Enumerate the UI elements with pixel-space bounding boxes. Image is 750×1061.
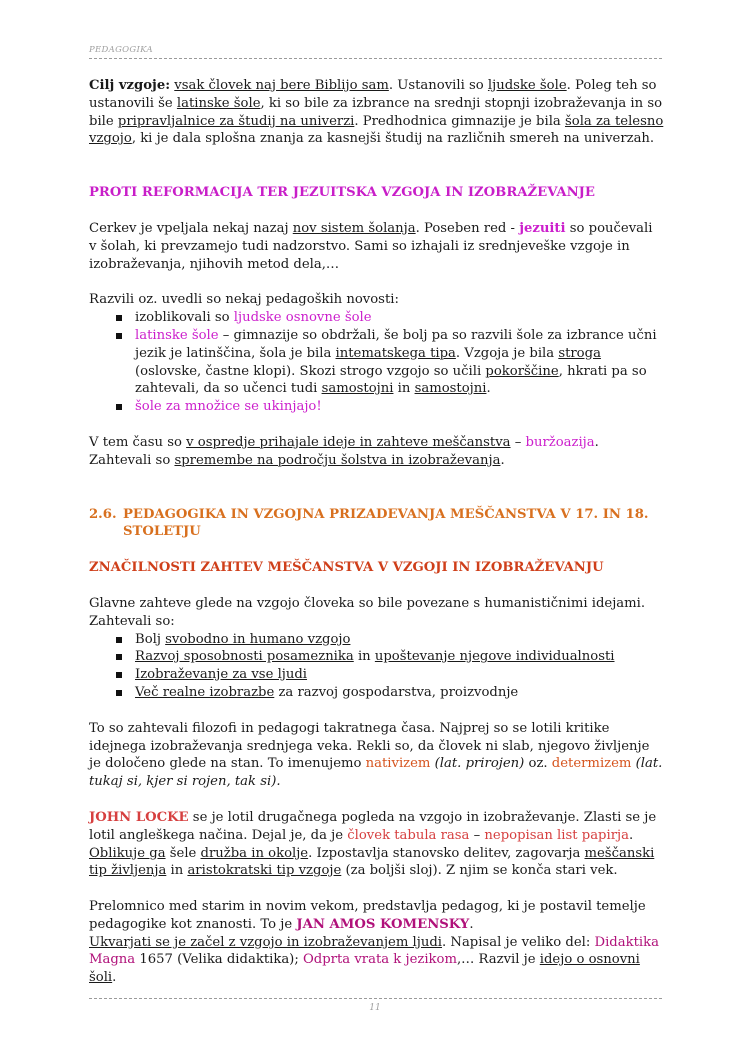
paragraph-novelties: Razvili oz. uvedli so nekaj pedagoških novosti: (89, 292, 399, 308)
list-demands (89, 631, 664, 702)
paragraph-locke: JOHN LOCKE se je lotil drugačnega pogleda na vzgojo in izobraževanje. Zlasti se je lotil angleškega načina. Dejal je, da je človek tabula rasa – nepopisan list papirja. Oblikuje ga šele družba in okolje. Izpostavlja stanovsko delitev, zagovarja meščanski tip življenja in aristokratski tip vzgoje (za boljši sloj). Z njim se konča stari vek. (89, 809, 657, 879)
header-rule (89, 58, 662, 59)
list-item: Razvoj sposobnosti posameznika in upoštevanje njegove individualnosti (89, 648, 664, 666)
list-item: šole za množice se ukinjajo! (89, 398, 664, 416)
paragraph-church: Cerkev je vpeljala nekaj nazaj nov sistem šolanja. Poseben red - jezuiti so poučevali v šolah, ki prevzamejo tudi nadzorstvo. Sami so izhajali iz srednjeveške vzgoje in izobraževanja, njihovih metod dela,… (89, 220, 653, 272)
section-number: 2.6. (89, 506, 117, 522)
list-item: Bolj svobodno in humano vzgojo (89, 631, 664, 649)
paragraph-demands: Glavne zahteve glede na vzgojo človeka so bile povezane s humanističnimi idejami. Zahtevali so: (89, 595, 646, 629)
section-title: PEDAGOGIKA IN VZGOJNA PRIZADEVANJA MEŠČANSTVA V 17. IN 18. STOLETJU (123, 506, 649, 540)
list-novelties (89, 309, 664, 416)
paragraph-philosophers: To so zahtevali filozofi in pedagogi takratnega časa. Najprej so se lotili kritike idejnega izobraževanja srednjega veka. Rekli so, da človek ni slab, njegovo življenje je določeno glede na stan. To imenujemo nativizem (lat. prirojen) oz. determizem (lat. tukaj si, kjer si rojen, tak si). (89, 720, 663, 790)
paragraph-goal: Cilj vzgoje: vsak človek naj bere Biblijo sam. Ustanovili so ljudske šole. Poleg teh so ustanovili še latinske šole, ki so bile za izbrance na srednji stopnji izobraževanja in so bile pripravljalnice za študij na univerzi. Predhodnica gimnazije je bila šola za telesno vzgojo, ki je dala splošna znanja za kasnejši študij na različnih smereh na univerzah. (89, 78, 664, 147)
page-number: 11 (369, 1003, 381, 1013)
document-body (89, 77, 664, 987)
list-item: latinske šole – gimnazije so obdržali, še bolj pa so razvili šole za izbrance učni jezik je latinščina, šola je bila intematskega tipa. Vzgoja je bila stroga (oslovske, častne klopi). Skozi strogo vzgojo so učili pokorščine, hkrati pa so zahtevali, da so učenci tudi samostojni in samostojni. (89, 327, 664, 398)
page-header: PEDAGOGIKA (89, 45, 153, 55)
section-heading-2-6 (89, 506, 664, 542)
heading-bourgeois-demands: ZNAČILNOSTI ZAHTEV MEŠČANSTVA V VZGOJI IN IZOBRAŽEVANJU (89, 560, 604, 576)
list-item: Več realne izobrazbe za razvoj gospodarstva, proizvodnje (89, 684, 664, 702)
heading-counter-reformation: PROTI REFORMACIJA TER JEZUITSKA VZGOJA IN IZOBRAŽEVANJE (89, 185, 595, 201)
list-item: Izobraževanje za vse ljudi (89, 666, 664, 684)
list-item: izoblikovali so ljudske osnovne šole (89, 309, 664, 327)
footer-rule (89, 998, 662, 999)
paragraph-komensky: Prelomnico med starim in novim vekom, predstavlja pedagog, ki je postavil temelje pedagogike kot znanosti. To je JAN AMOS KOMENSKY. Ukvarjati se je začel z vzgojo in izobraževanjem ljudi. Napisal je veliko del: Didaktika Magna 1657 (Velika didaktika); Odprta vrata k jezikom,… Razvil je idejo o osnovni šoli. (89, 899, 659, 986)
paragraph-bourgeoisie: V tem času so v ospredje prihajale ideje in zahteve meščanstva – buržoazija. Zahtevali so spremembe na področju šolstva in izobraževanja. (89, 434, 599, 468)
